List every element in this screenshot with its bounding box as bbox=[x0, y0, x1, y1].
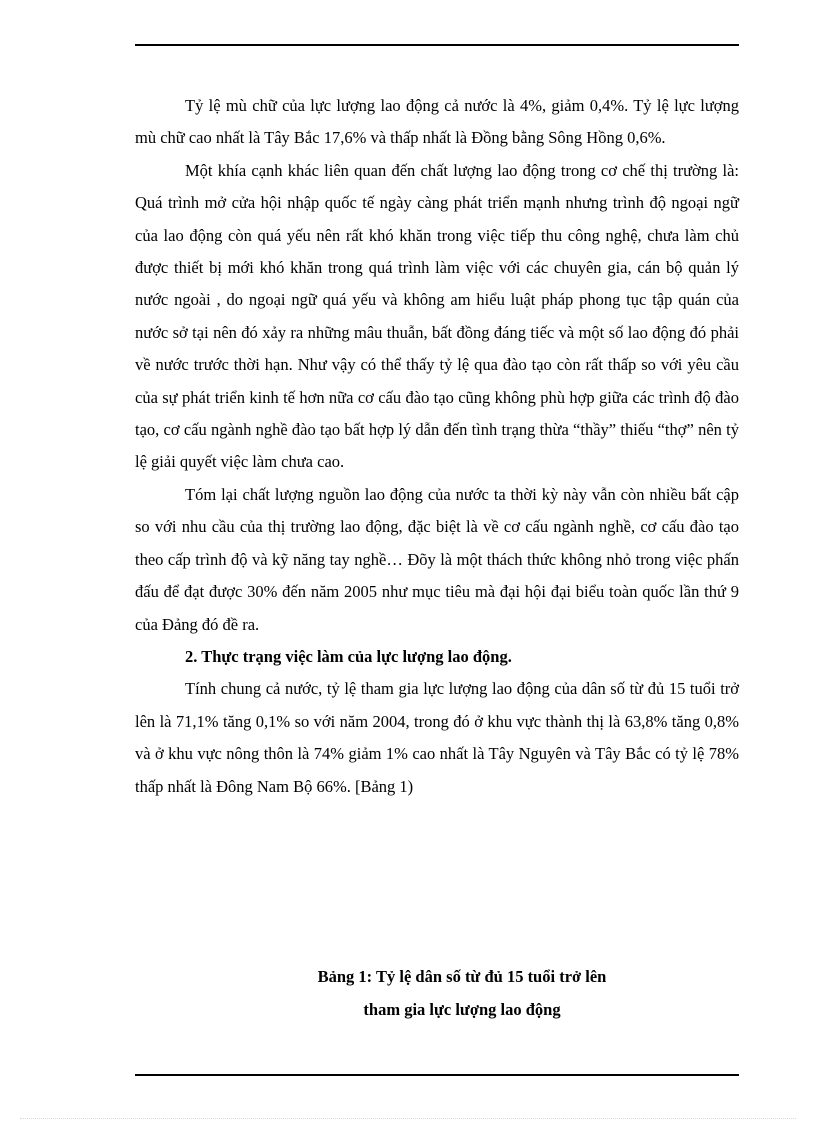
table-caption bbox=[135, 960, 789, 1026]
paragraph-participation-rate: Tính chung cả nước, tỷ lệ tham gia lực lượng lao động của dân số từ đủ 15 tuổi trở lên là 71,1% tăng 0,1% so với năm 2004, trong đó ở khu vực thành thị là 63,8% tăng 0,8% và ở khu vực nông thôn là 74% giảm 1% cao nhất là Tây Nguyên và Tây Bắc có tỷ lệ 78% thấp nhất là Đông Nam Bộ 66%. [Bảng 1) bbox=[135, 679, 739, 796]
footer-rule bbox=[135, 1074, 739, 1076]
page-edge-divider bbox=[20, 1118, 796, 1119]
paragraph-summary: Tóm lại chất lượng nguồn lao động của nước ta thời kỳ này vẫn còn nhiều bất cập so với nhu cầu của thị trường lao động, đặc biệt là về cơ cấu ngành nghề, cơ cấu đào tạo theo cấp trình độ và kỹ năng tay nghề… Đõy là một thách thức không nhỏ trong việc phấn đấu để đạt được 30% đến năm 2005 như mục tiêu mà đại hội đại biểu toàn quốc lần thứ 9 của Đảng đó đề ra. bbox=[135, 484, 739, 634]
table-caption-line-1: Bảng 1: Tỷ lệ dân số từ đủ 15 tuổi trở lên bbox=[317, 967, 607, 986]
paragraph-labor-quality: Một khía cạnh khác liên quan đến chất lượng lao động trong cơ chế thị trường là: Quá trình mở cửa hội nhập quốc tế ngày càng phát triển mạnh nhưng trình độ ngoại ngữ của lao động còn quá yếu nên rất khó khăn trong việc tiếp thu công nghệ, chưa làm chủ được thiết bị mới khó khăn trong quá trình làm việc với các chuyên gia, cán bộ quản lý nước ngoài , do ngoại ngữ quá yếu và không am hiểu luật pháp phong tục tập quán của nước sở tại nên đó xảy ra những mâu thuẫn, bất đồng đáng tiếc và một số lao động đó phải về nước trước thời hạn. Như vậy có thể thấy tỷ lệ qua đào tạo còn rất thấp so với yêu cầu của sự phát triển kinh tế hơn nữa cơ cấu đào tạo cũng không phù hợp giữa các trình độ đào tạo, cơ cấu ngành nghề đào tạo bất hợp lý dẫn đến tình trạng thừa “thầy” thiếu “thợ” nên tỷ lệ giải quyết việc làm chưa cao. bbox=[135, 160, 739, 472]
paragraph-illiteracy: Tỷ lệ mù chữ của lực lượng lao động cả nước là 4%, giảm 0,4%. Tỷ lệ lực lượng mù chữ cao nhất là Tây Bắc 17,6% và thấp nhất là Đồng bằng Sông Hồng 0,6%. bbox=[135, 96, 739, 148]
header-rule bbox=[135, 44, 739, 46]
document-body bbox=[135, 90, 739, 803]
table-caption-line-2: tham gia lực lượng lao động bbox=[363, 1000, 561, 1019]
section-heading: 2. Thực trạng việc làm của lực lượng lao động. bbox=[185, 646, 512, 666]
